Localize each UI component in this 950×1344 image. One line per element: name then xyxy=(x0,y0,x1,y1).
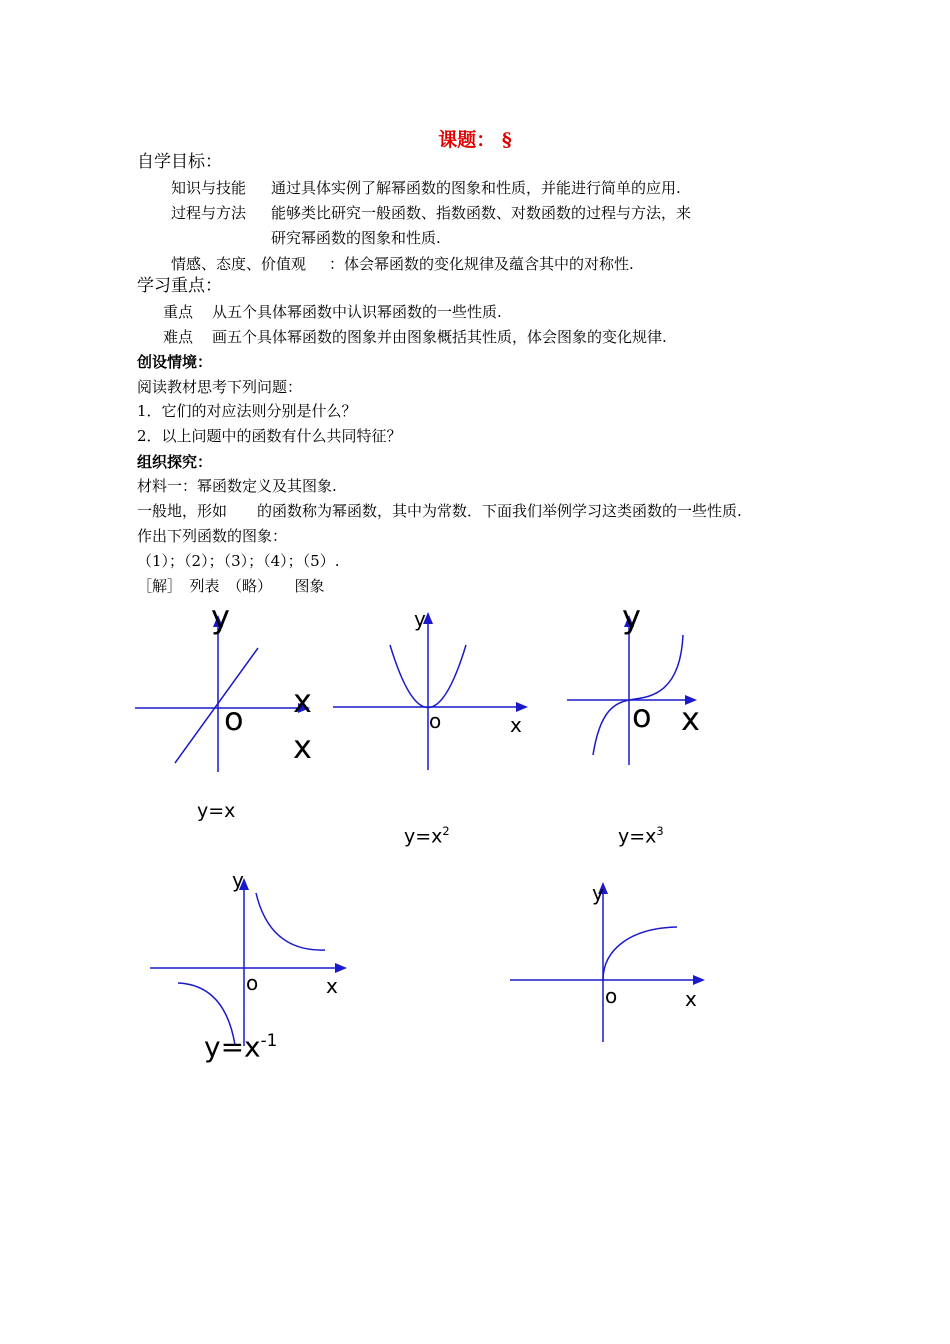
graph-cube-y-label: y xyxy=(622,598,641,636)
graph-linear-y-label: y xyxy=(211,598,230,636)
graph-sqrt-curve xyxy=(603,927,677,980)
graph-cube-caption-exp: 3 xyxy=(656,824,664,838)
graph-sqrt-y-label: y xyxy=(592,881,604,905)
graph-square-caption-base: y=x xyxy=(404,825,443,848)
explore-solution: ［解］ 列表 （略） 图象 xyxy=(137,577,325,595)
self-study-heading: 自学目标： xyxy=(137,152,222,172)
graph-cube-origin-label: o xyxy=(632,697,652,735)
graph-sqrt xyxy=(505,870,720,1060)
emotion-label: 情感、态度、价值观 xyxy=(171,255,307,273)
process-text-1: 能够类比研究一般函数、指数函数、对数函数的过程与方法，来 xyxy=(271,204,692,222)
graph-reciprocal-x-arrow xyxy=(335,963,347,973)
graph-reciprocal-x-label: x xyxy=(326,974,338,998)
graph-square-y-label: y xyxy=(414,607,426,631)
graph-reciprocal-caption-exp: -1 xyxy=(260,1030,278,1050)
graph-linear-curve xyxy=(175,648,258,763)
graph-square xyxy=(330,600,540,780)
graph-sqrt-origin-label: o xyxy=(605,984,618,1008)
graph-linear-origin-label: o xyxy=(224,700,244,738)
scenario-intro: 阅读教材思考下列问题： xyxy=(137,378,303,396)
scenario-question-1: 1．它们的对应法则分别是什么？ xyxy=(137,402,357,420)
graph-reciprocal-curve-right xyxy=(256,893,325,950)
knowledge-label: 知识与技能 xyxy=(171,179,247,197)
graph-linear-x-label: x xyxy=(293,682,312,720)
explore-definition: 一般地，形如 的函数称为幂函数，其中为常数．下面我们举例学习这类函数的一些性质. xyxy=(137,502,742,520)
difficulty-label: 难点 xyxy=(163,328,194,346)
explore-task: 作出下列函数的图象： xyxy=(137,527,288,545)
graph-reciprocal-caption-base: y=x xyxy=(204,1030,261,1064)
focus-label: 重点 xyxy=(163,303,194,321)
process-label: 过程与方法 xyxy=(171,204,247,222)
scenario-question-2: 2．以上问题中的函数有什么共同特征？ xyxy=(137,427,402,445)
graph-reciprocal-y-label: y xyxy=(232,868,244,892)
graph-sqrt-x-label: x xyxy=(685,987,697,1011)
graph-cube-caption xyxy=(618,824,664,847)
difficulty-text: 画五个具体幂函数的图象并由图象概括其性质，体会图象的变化规律. xyxy=(212,328,667,346)
graph-square-caption-exp: 2 xyxy=(442,824,450,838)
explore-list: （1）；（2）；（3）；（4）；（5）. xyxy=(137,552,340,570)
explore-heading: 组织探究： xyxy=(137,453,213,471)
process-text-2: 研究幂函数的图象和性质. xyxy=(271,229,441,247)
graph-square-caption xyxy=(404,824,450,847)
graph-cube-caption-base: y=x xyxy=(618,825,657,848)
graph-linear-x-label-2: x xyxy=(293,728,312,766)
key-points-heading: 学习重点： xyxy=(137,276,222,296)
explore-material: 材料一：幂函数定义及其图象. xyxy=(137,477,337,495)
page-title: 课题： § xyxy=(438,129,512,151)
graph-square-x-label: x xyxy=(510,713,522,737)
graph-cube-curve xyxy=(593,635,683,755)
knowledge-text: 通过具体实例了解幂函数的图象和性质，并能进行简单的应用. xyxy=(271,179,681,197)
emotion-text: ：体会幂函数的变化规律及蕴含其中的对称性. xyxy=(329,255,634,273)
graph-reciprocal-origin-label: o xyxy=(246,971,259,995)
graph-reciprocal-caption xyxy=(204,1030,277,1063)
graph-linear-caption: y=x xyxy=(197,800,236,822)
scenario-heading: 创设情境： xyxy=(137,353,213,371)
focus-text: 从五个具体幂函数中认识幂函数的一些性质. xyxy=(212,303,502,321)
graph-square-x-arrow xyxy=(516,702,528,712)
graph-cube-x-label: x xyxy=(681,700,700,738)
graph-square-origin-label: o xyxy=(429,709,442,733)
graph-sqrt-x-arrow xyxy=(693,975,705,985)
